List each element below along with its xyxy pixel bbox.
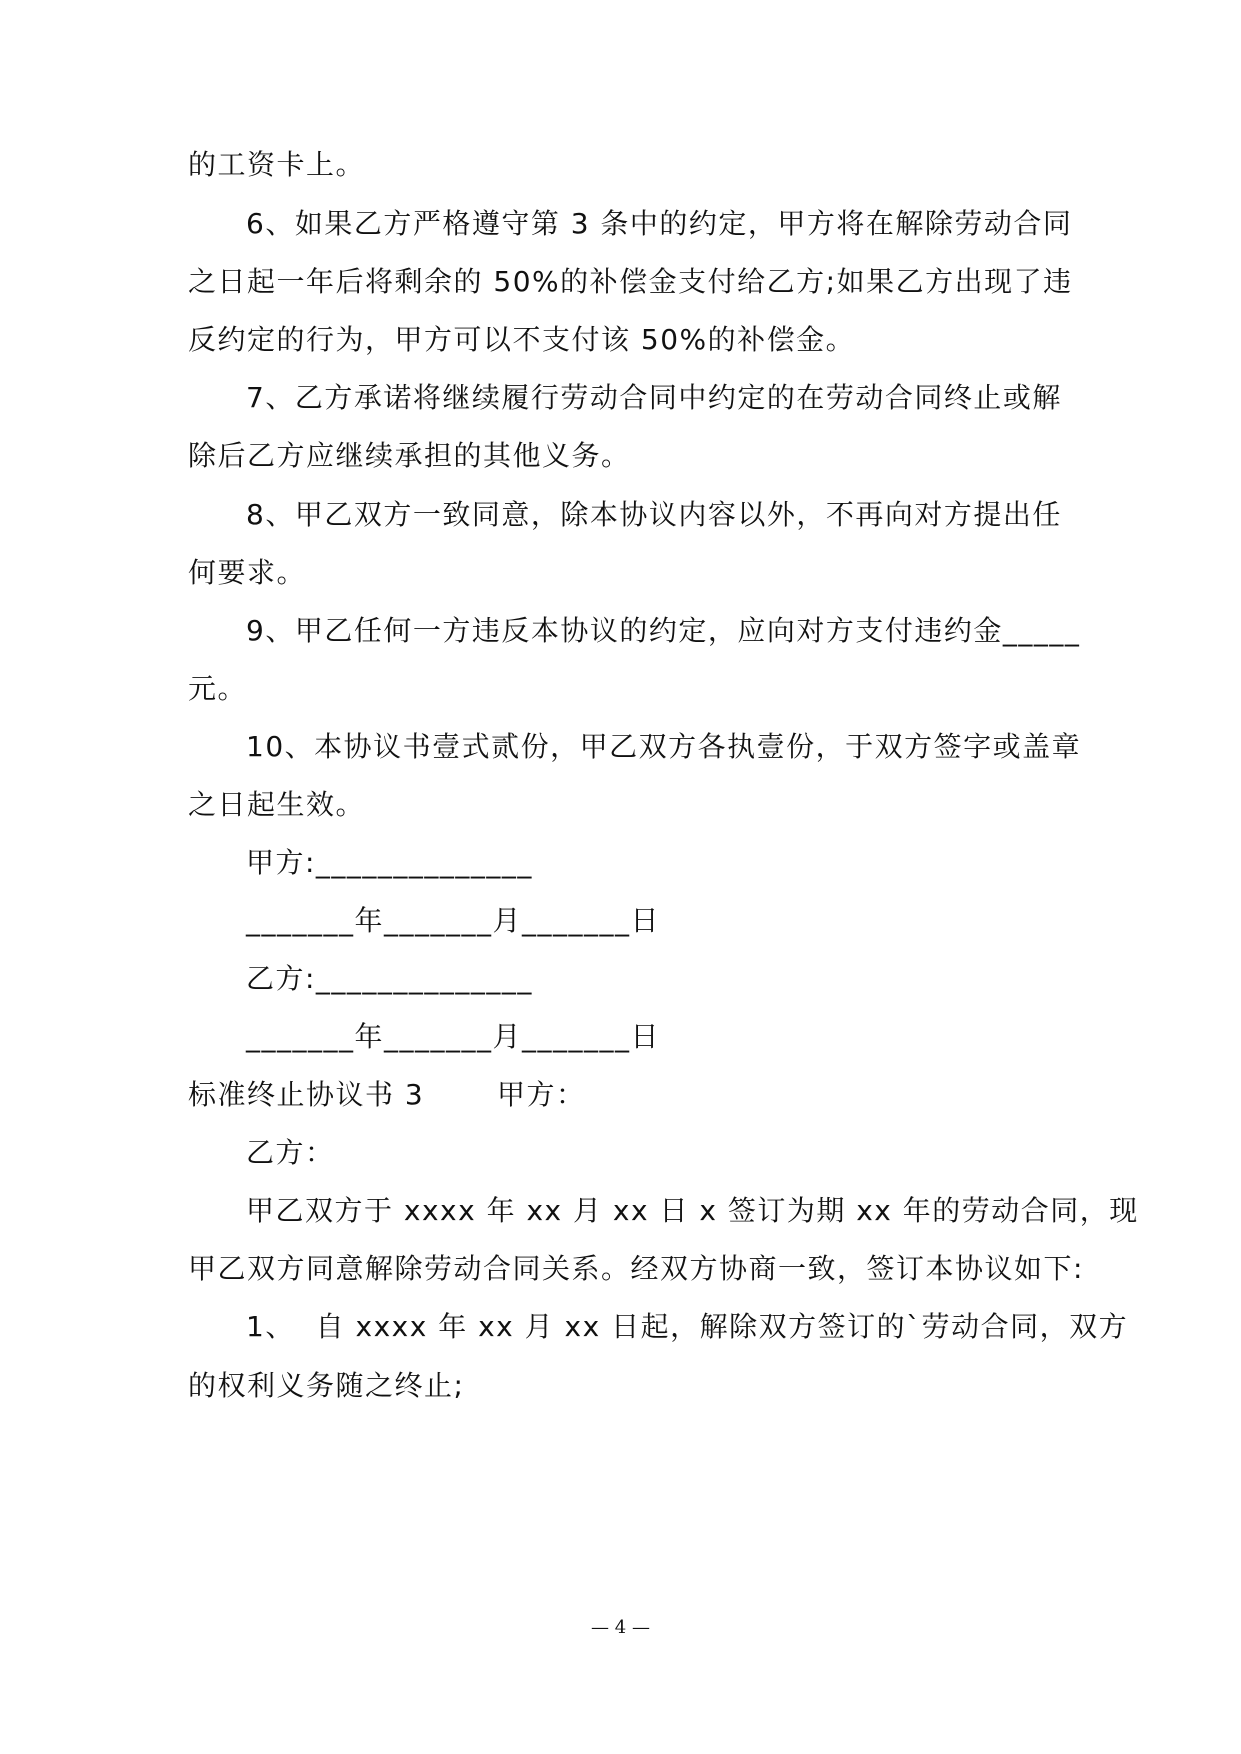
party-a-signature-line: 甲方:______________ [246, 846, 533, 879]
page-number: — 4 — [591, 1617, 650, 1638]
paragraph-line: 甲乙双方于 xxxx 年 xx 月 xx 日 x 签订为期 xx 年的劳动合同，现 [246, 1194, 1139, 1227]
paragraph-line: 7、乙方承诺将继续履行劳动合同中约定的在劳动合同终止或解 [246, 381, 1062, 414]
paragraph-line: 元。 [188, 672, 248, 705]
party-a-date-line: _______年_______月_______日 [246, 904, 661, 937]
paragraph-line: 的权利义务随之终止; [188, 1369, 465, 1402]
paragraph-line: 之日起一年后将剩余的 50%的补偿金支付给乙方;如果乙方出现了违 [188, 265, 1073, 298]
section-heading: 标准终止协议书 3 甲方： [188, 1078, 586, 1111]
paragraph-line: 乙方： [246, 1136, 335, 1169]
party-b-signature-line: 乙方:______________ [246, 962, 533, 995]
paragraph-line: 何要求。 [188, 556, 307, 589]
paragraph-line: 反约定的行为，甲方可以不支付该 50%的补偿金。 [188, 323, 856, 356]
paragraph-line: 8、甲乙双方一致同意，除本协议内容以外，不再向对方提出任 [246, 498, 1062, 531]
paragraph-line: 9、甲乙任何一方违反本协议的约定，应向对方支付违约金_____ [246, 614, 1081, 647]
paragraph-line: 之日起生效。 [188, 788, 366, 821]
paragraph-line: 1、 自 xxxx 年 xx 月 xx 日起，解除双方签订的`劳动合同，双方 [246, 1310, 1129, 1343]
party-b-date-line: _______年_______月_______日 [246, 1020, 661, 1053]
paragraph-line: 10、本协议书壹式贰份，甲乙双方各执壹份，于双方签字或盖章 [246, 730, 1082, 763]
paragraph-line: 除后乙方应继续承担的其他义务。 [188, 439, 631, 472]
paragraph-line: 的工资卡上。 [188, 148, 366, 181]
paragraph-line: 甲乙双方同意解除劳动合同关系。经双方协商一致，签订本协议如下: [188, 1252, 1084, 1285]
paragraph-line: 6、如果乙方严格遵守第 3 条中的约定，甲方将在解除劳动合同 [246, 207, 1073, 240]
